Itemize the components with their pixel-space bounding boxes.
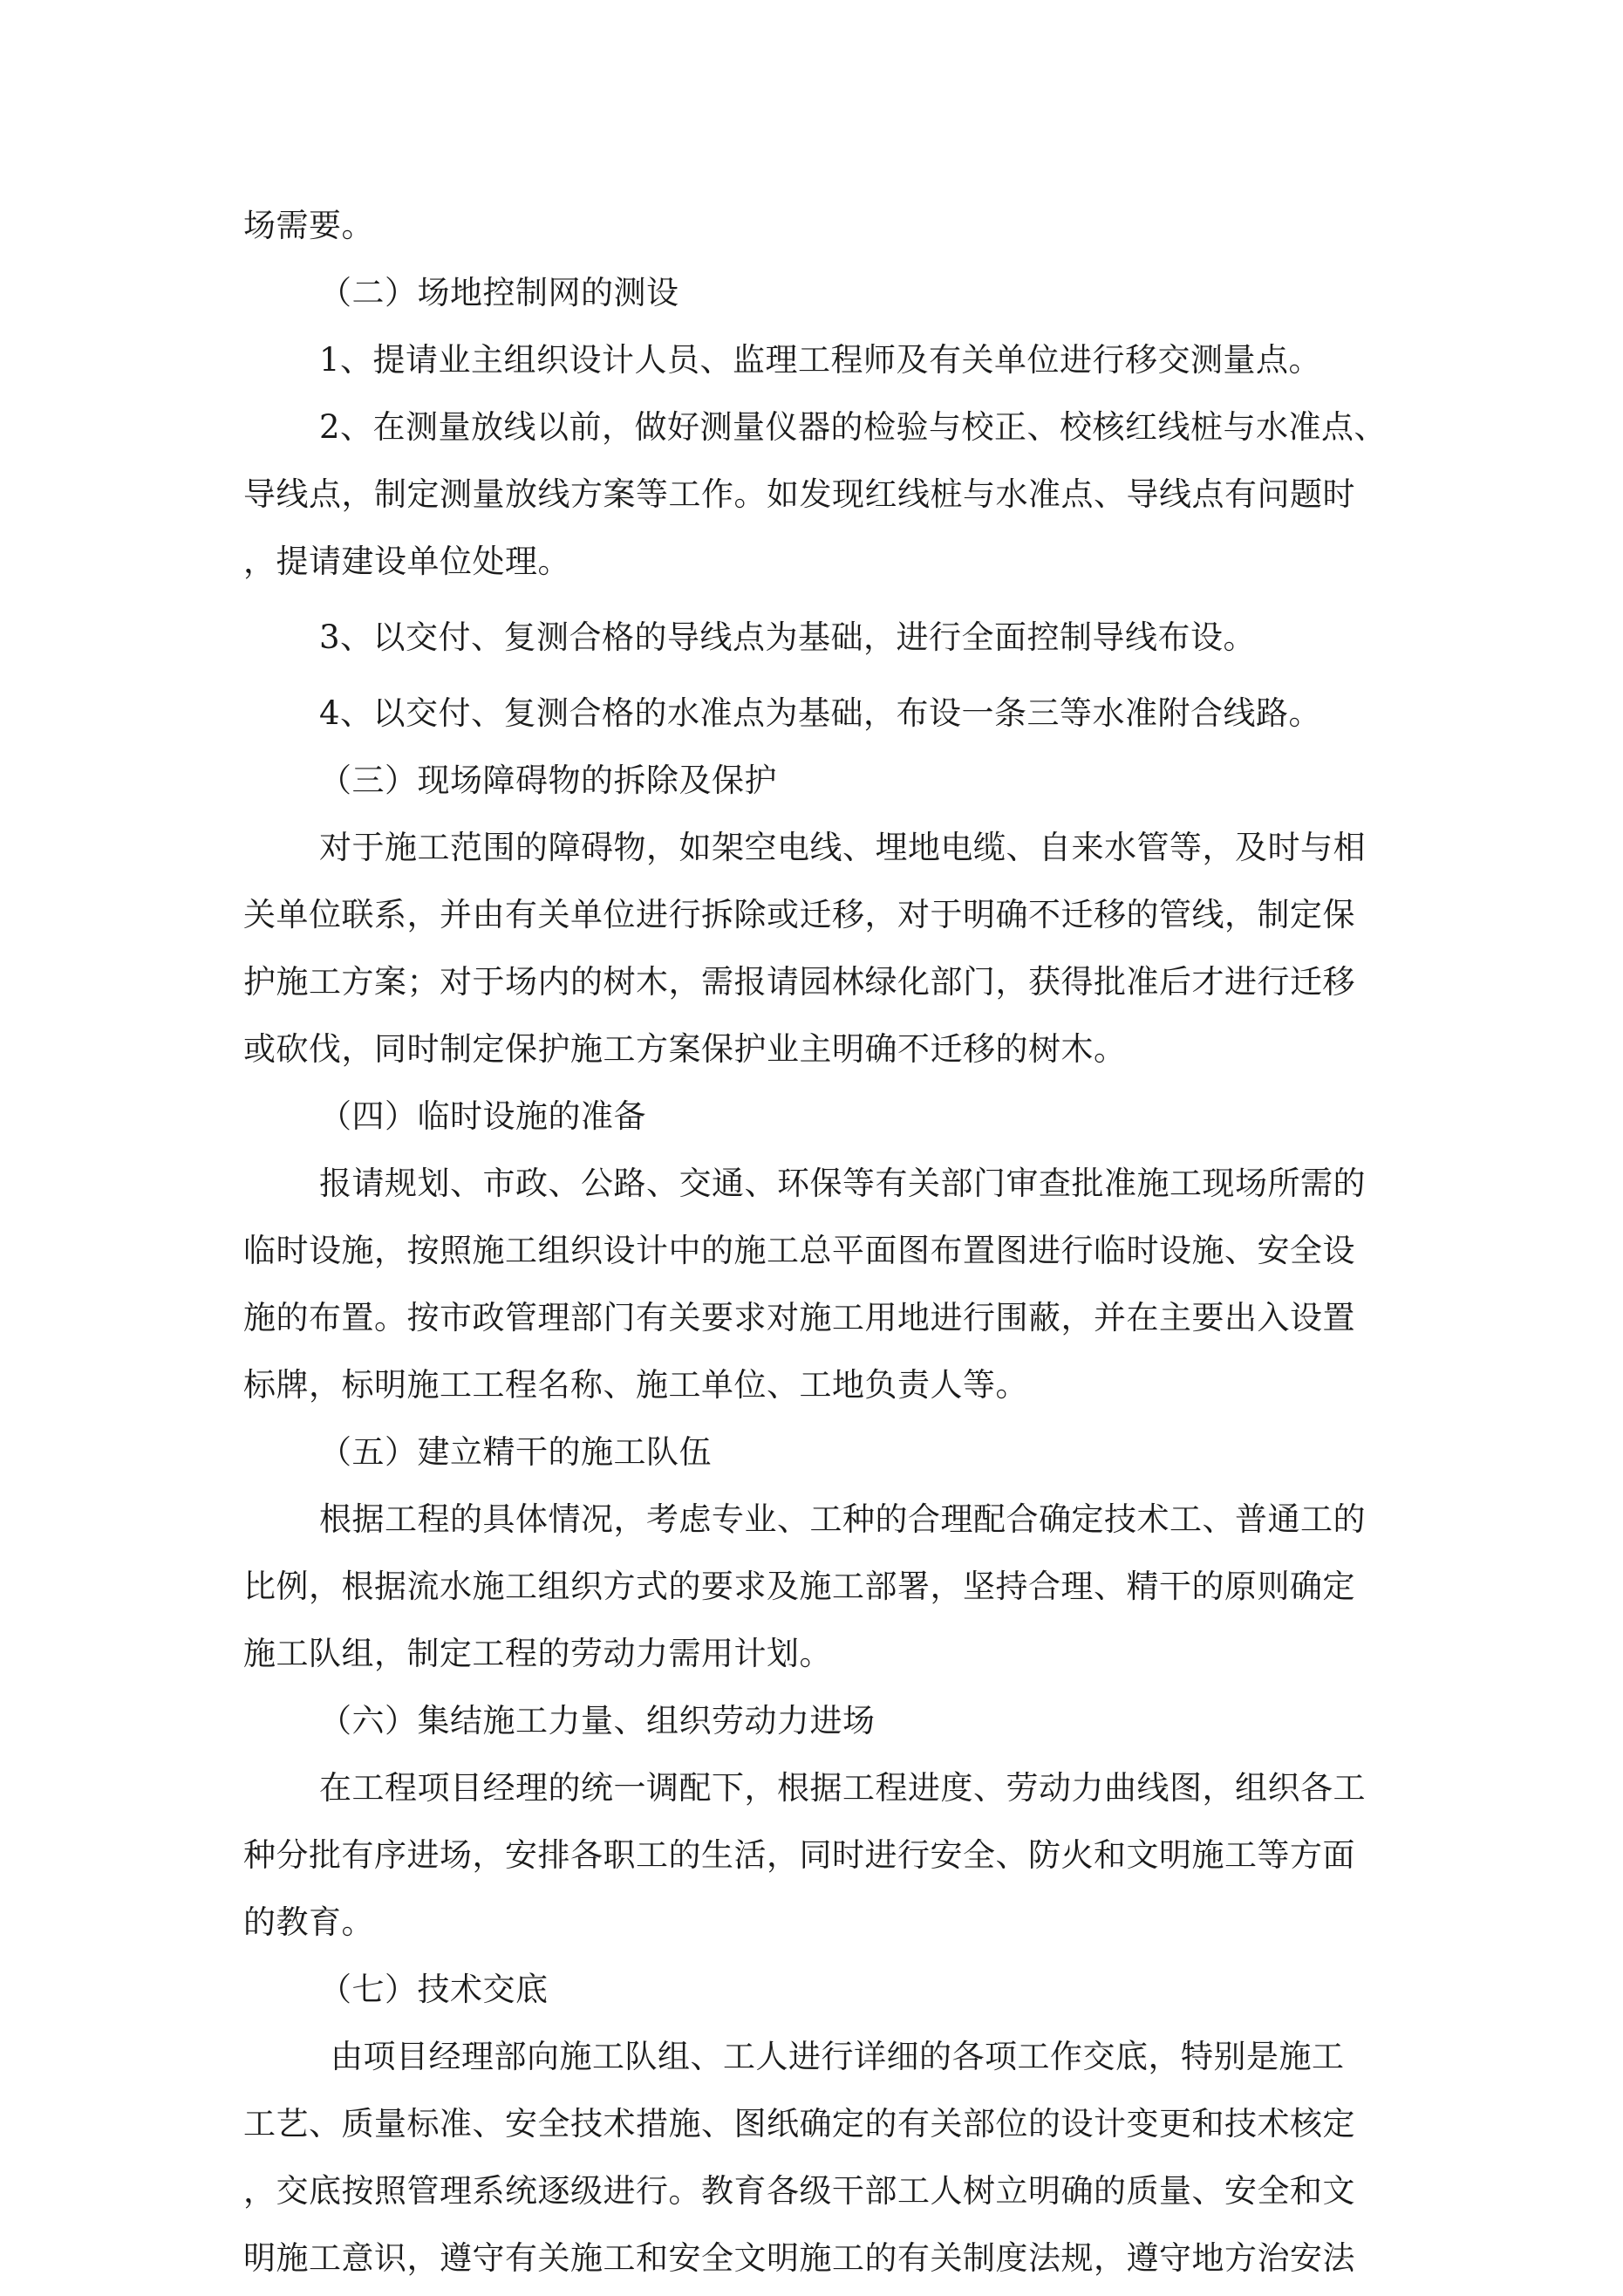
document-body xyxy=(243,192,1403,2292)
paragraph-line: 由项目经理部向施工队组、工人进行详细的各项工作交底，特别是施工 xyxy=(331,2038,1345,2075)
section-heading: （四）临时设施的准备 xyxy=(319,1097,646,1135)
paragraph-line: 对于施工范围的障碍物，如架空电线、埋地电缆、自来水管等，及时与相 xyxy=(319,829,1366,866)
paragraph-line: ，提请建设单位处理。 xyxy=(243,543,570,580)
paragraph-line: 关单位联系，并由有关单位进行拆除或迁移，对于明确不迁移的管线，制定保 xyxy=(243,896,1355,933)
paragraph-line: 在工程项目经理的统一调配下，根据工程进度、劳动力曲线图，组织各工 xyxy=(319,1769,1366,1807)
paragraph-line: 导线点，制定测量放线方案等工作。如发现红线桩与水准点、导线点有问题时 xyxy=(243,475,1355,513)
paragraph-line: 的教育。 xyxy=(243,1903,374,1941)
paragraph-line: 明施工意识，遵守有关施工和安全文明施工的有关制度法规，遵守地方治安法 xyxy=(243,2239,1355,2277)
section-heading: （三）现场障碍物的拆除及保护 xyxy=(319,762,777,799)
paragraph-line: ，交底按照管理系统逐级进行。教育各级干部工人树立明确的质量、安全和文 xyxy=(243,2172,1355,2210)
list-item: 3、以交付、复测合格的导线点为基础，进行全面控制导线布设。 xyxy=(319,618,1257,656)
list-item: 1、提请业主组织设计人员、监理工程师及有关单位进行移交测量点。 xyxy=(319,341,1322,379)
section-heading: （六）集结施工力量、组织劳动力进场 xyxy=(319,1702,876,1739)
paragraph-line: 施工队组，制定工程的劳动力需用计划。 xyxy=(243,1635,832,1672)
list-item: 4、以交付、复测合格的水准点为基础，布设一条三等水准附合线路。 xyxy=(319,694,1322,732)
section-heading: （二）场地控制网的测设 xyxy=(319,274,679,311)
paragraph-line: 或砍伐，同时制定保护施工方案保护业主明确不迁移的树木。 xyxy=(243,1030,1127,1068)
paragraph-line: 工艺、质量标准、安全技术措施、图纸确定的有关部位的设计变更和技术核定 xyxy=(243,2105,1355,2142)
paragraph-line: 种分批有序进场，安排各职工的生活，同时进行安全、防火和文明施工等方面 xyxy=(243,1836,1355,1874)
paragraph-line: 护施工方案；对于场内的树木，需报请园林绿化部门，获得批准后才进行迁移 xyxy=(243,963,1355,1001)
paragraph-line: 场需要。 xyxy=(243,207,374,244)
paragraph-line: 临时设施，按照施工组织设计中的施工总平面图布置图进行临时设施、安全设 xyxy=(243,1232,1355,1269)
section-heading: （七）技术交底 xyxy=(319,1971,549,2008)
paragraph-line: 施的布置。按市政管理部门有关要求对施工用地进行围蔽，并在主要出入设置 xyxy=(243,1299,1355,1336)
paragraph-line: 报请规划、市政、公路、交通、环保等有关部门审查批准施工现场所需的 xyxy=(319,1165,1366,1202)
list-item: 2、在测量放线以前，做好测量仪器的检验与校正、校核红线桩与水准点、 xyxy=(319,408,1388,446)
paragraph-line: 标牌，标明施工工程名称、施工单位、工地负责人等。 xyxy=(243,1366,1028,1404)
paragraph-line: 根据工程的具体情况，考虑专业、工种的合理配合确定技术工、普通工的 xyxy=(319,1500,1366,1538)
section-heading: （五）建立精干的施工队伍 xyxy=(319,1433,712,1471)
paragraph-line: 比例，根据流水施工组织方式的要求及施工部署，坚持合理、精干的原则确定 xyxy=(243,1568,1355,1605)
